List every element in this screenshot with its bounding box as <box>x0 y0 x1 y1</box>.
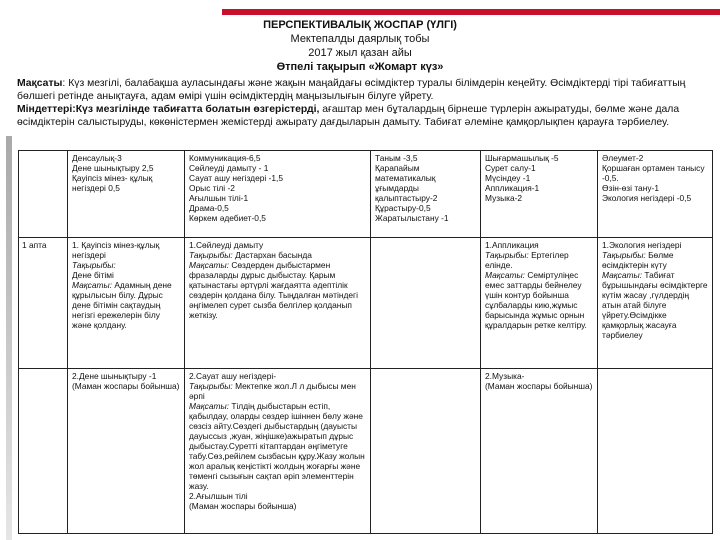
topic-label: Тақырыбы: <box>189 381 233 391</box>
topic-text: Ертегілер елінде. <box>485 250 569 270</box>
day-cell-empty <box>19 369 68 534</box>
period: 2017 жыл қазан айы <box>308 47 412 59</box>
document-title: ПЕРСПЕКТИВАЛЫҚ ЖОСПАР (ҮЛГІ) <box>263 19 457 31</box>
week1-creativity-cell <box>481 238 598 369</box>
aim-label: Мақсаты: <box>189 401 229 411</box>
aim-text: Адамның дене құрылысын білу. Дұрыс дене бітімін сақтаудың негізгі ережелерін білу және қолдану. <box>72 280 172 330</box>
aim-label: Мақсаты <box>17 78 63 89</box>
week2-creativity-cell: 2.Музыка- (Маман жоспары бойынша) <box>481 369 598 534</box>
activity-extra: 2.Ағылшын тілі (Маман жоспары бойынша) <box>189 491 297 511</box>
aim-label: Мақсаты: <box>189 260 229 270</box>
week2-cognition-cell <box>371 369 481 534</box>
left-accent-bar <box>6 136 12 540</box>
topic-label: Тақырыбы: <box>189 250 233 260</box>
tasks-paragraph <box>17 103 712 129</box>
activity-title: 1.Экология негіздері <box>602 240 682 250</box>
tasks-text: ағаштар мен бұталардың бірнеше түрлерін ажыратуды, бөлме және дала өсімдіктерін салыстыруды, көкөністермен жемістерді ажырату дағдыларын дамыту. Табиғат әлеміне қамқорлықпен қарауға тәрбиелеу. <box>17 104 680 128</box>
transitional-topic: Өтпелі тақырып «Жомарт күз» <box>276 61 444 73</box>
topic-label: Тақырыбы: <box>72 260 116 270</box>
plan-table <box>18 150 713 534</box>
activity-title: 1.Аппликация <box>485 240 539 250</box>
tasks-highlight: Күз мезгілінде табиғатта болатын өзгерістерді, <box>75 104 320 115</box>
top-accent-bar <box>222 9 720 15</box>
topic-text: Дене бітімі <box>72 270 114 280</box>
topic-label: Тақырыбы: <box>485 250 529 260</box>
group-name: Мектепалды даярлық тобы <box>290 33 430 45</box>
week2-social-cell <box>598 369 713 534</box>
tasks-label: Міндеттері: <box>17 104 76 115</box>
table-row-week1 <box>19 238 713 369</box>
aim-text: Табиғат бұрышындағы өсімдіктерге күтім жасау ,гүлдердің атын атай білуге үйрету.Өсімдікке қамқорлық жасауға тәрбиелеу <box>602 270 708 340</box>
aim-text: Тілдің дыбыстарын естіп, қабылдау, оларды сөздер ішіннен бөлу және сөзсіз айту.Сөздегі дыбыстардың (дауысты дауыссыз ,жуан, жіңішке)ажыратып дұрыс дыбыстау.Суретті кітаптардан әңгіметуге табу.Сөз,рейілем сызбасын құру.Жазу жолын жол аралық кеңістікті жолдың жоғарғы және төменгі сызығын сақтап әріп элементтерін жазу. <box>189 401 365 491</box>
aim-label: Мақсаты: <box>602 270 642 280</box>
week1-health-cell <box>68 238 185 369</box>
week1-communication-cell <box>185 238 371 369</box>
document-header <box>0 18 720 74</box>
area-social: Әлеумет-2 Қоршаған ортамен танысу -0,5. Өзін-өзі тану-1 Экология негіздері -0,5 <box>598 151 713 238</box>
table-row-areas <box>19 151 713 238</box>
area-creativity: Шығармашылық -5 Сурет салу-1 Мүсіндеу -1 Аппликация-1 Музыка-2 <box>481 151 598 238</box>
aim-paragraph <box>17 77 712 103</box>
goals-section <box>17 77 712 129</box>
week-label: 1 апта <box>19 238 68 369</box>
topic-text: Бөлме өсімдіктерін күту <box>602 250 674 270</box>
week1-cognition-cell <box>371 238 481 369</box>
topic-text: Мектепке жол.Л л дыбысы мен әрпі <box>189 381 356 401</box>
aim-text: : Күз мезгілі, балабақша ауласындағы және жақын маңайдағы өсімдіктер туралы білімдерін кеңейту. Өсімдіктерді тірі табиғаттың бөлшегі ретінде анықтауға, адам өмірі үшін өсімдіктердің маңызылығын білуге үйрету. <box>17 78 686 102</box>
area-communication: Коммуникация-6,5 Сөйлеуді дамыту - 1 Сауат ашу негіздері -1,5 Орыс тілі -2 Ағылшын тілі-1 Драма-0,5 Көркем әдебиет-0,5 <box>185 151 371 238</box>
table-row-week2 <box>19 369 713 534</box>
area-cognition: Таным -3,5 Қарапайым математикалық ұғымдарды қалыптастыру-2 Құрастыру-0,5 Жаратылыстану -1 <box>371 151 481 238</box>
week2-communication-cell <box>185 369 371 534</box>
aim-text: Семіртуліңес емес заттарды бейнелеу үшін контур бойынша сұлбаларды кию,жұмыс барысында жұмыс орнын құралдарын ретке келтіру. <box>485 270 587 330</box>
week1-social-cell <box>598 238 713 369</box>
aim-text: Сөздерден дыбыстармен фразаларды дұрыс дыбыстау. Қарым қатынастағы әртүрлі жағдаятта әдептілік сөздерін қолдана білу. Тыңдалған мәтіндегі әңгімелеп сурет сызба белгілер қолданып жеткізу. <box>189 260 358 320</box>
activity-title: 1.Сөйлеуді дамыту <box>189 240 264 250</box>
day-cell-empty <box>19 151 68 238</box>
topic-label: Тақырыбы: <box>602 250 646 260</box>
activity-title: 1. Қауіпсіз мінез-құлық негіздері <box>72 240 160 260</box>
aim-label: Мақсаты: <box>72 280 112 290</box>
topic-text: Дастархан басында <box>235 250 312 260</box>
activity-title: 2.Сауат ашу негіздері- <box>189 371 277 381</box>
aim-label: Мақсаты: <box>485 270 525 280</box>
area-health: Денсаулық-3 Дене шынықтыру 2,5 Қауіпсіз мінез- құлық негіздері 0,5 <box>68 151 185 238</box>
week2-health-cell: 2.Дене шынықтыру -1 (Маман жоспары бойынша) <box>68 369 185 534</box>
